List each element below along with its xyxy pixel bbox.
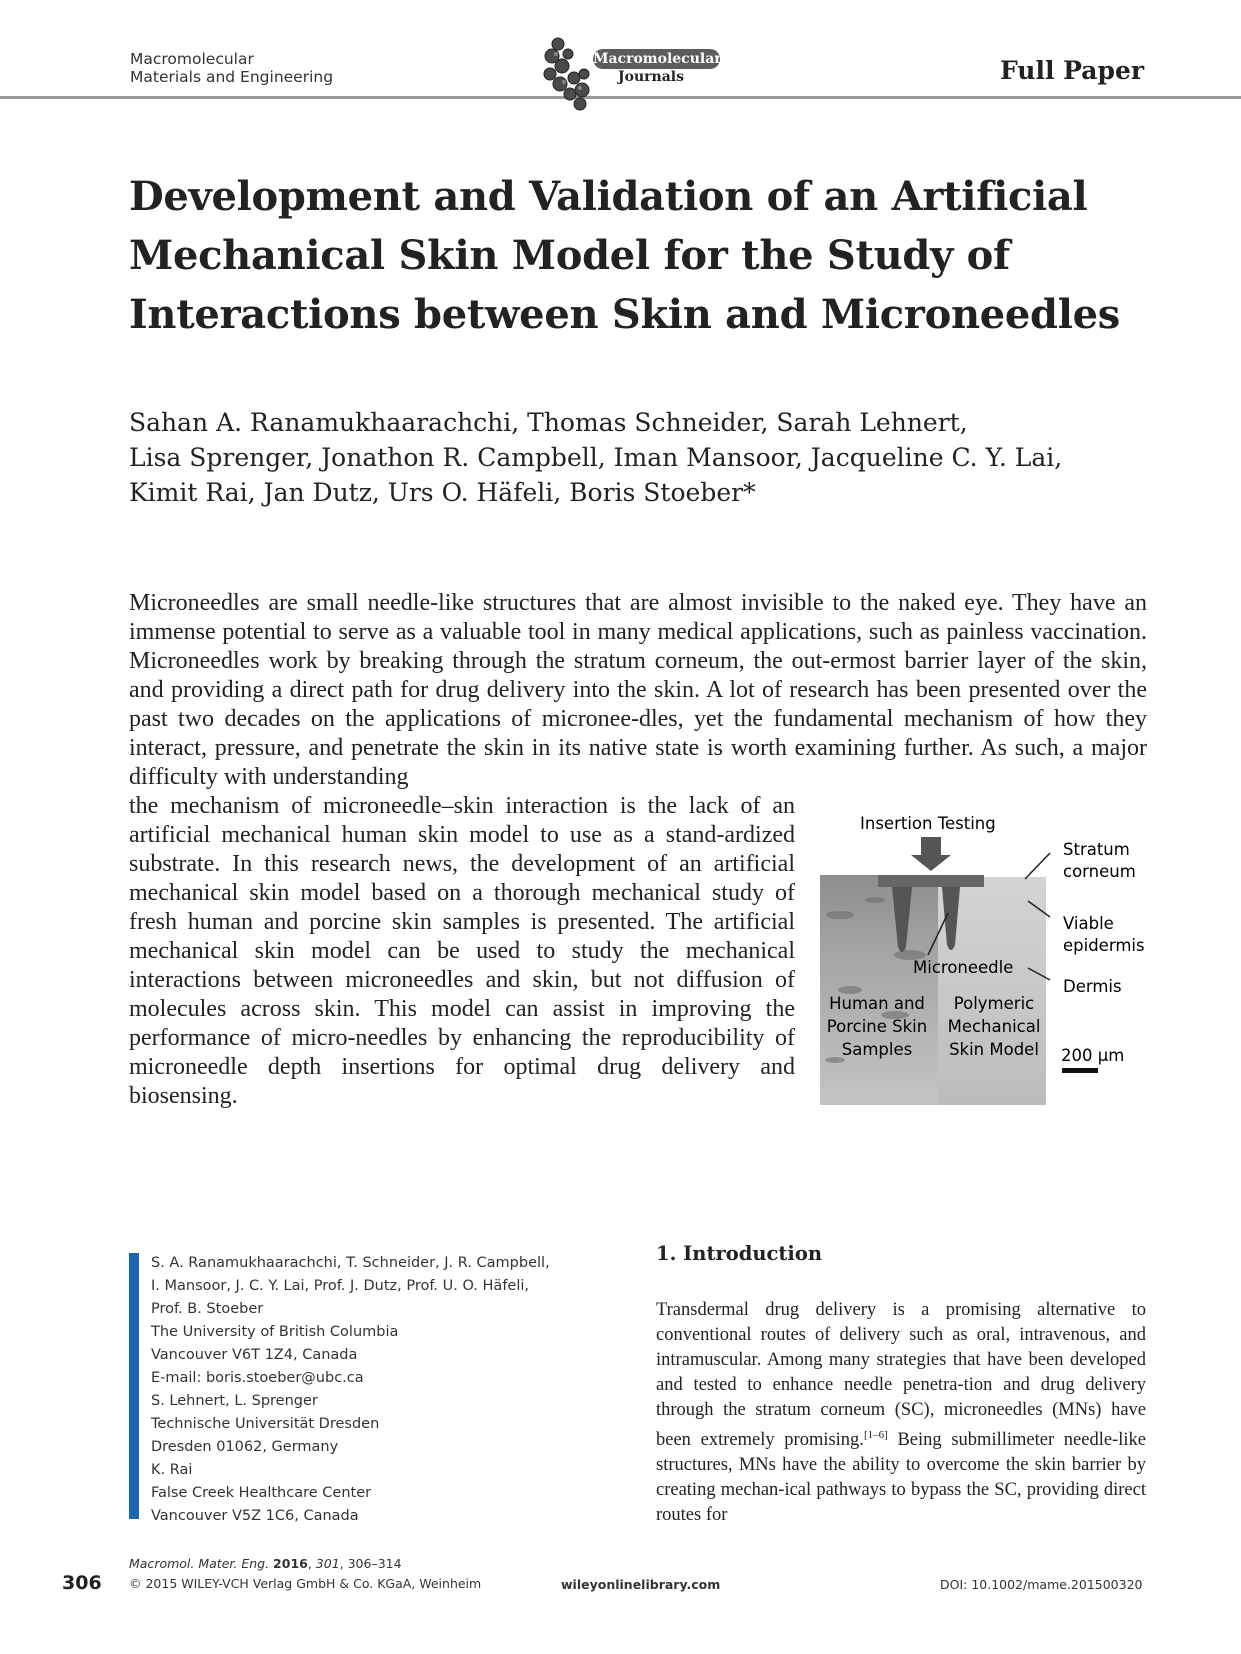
affiliations [151, 1252, 571, 1528]
intro-text-continued: Being submillimeter needle-like structures, MNs have the ability to overcome the skin barrier by creating mechan-ical pathways to bypass the SC, providing direct routes for [656, 1430, 1146, 1526]
journal-name-line2: Materials and Engineering [130, 68, 334, 86]
stratum-label-line1: Stratum [1063, 840, 1130, 859]
author-list [129, 405, 1149, 510]
abstract-left-column: the mechanism of microneedle–skin interaction is the lack of an artificial mechanical human skin model to use as a stand-ardized substrate. In this research news, the development of an artificial mechanical skin model based on a thorough mechanical study of fresh human and porcine skin samples is presented. The artificial mechanical skin model can be used to study the mechanical interactions between microneedles and skin, but not diffusion of molecules across skin. This model can assist in improving the performance of micro-needles by enhancing the reproducibility of microneedle depth insertions for optimal drug delivery and biosensing. [129, 793, 795, 1109]
affiliation-line: False Creek Healthcare Center [151, 1485, 372, 1501]
doi-link[interactable]: DOI: 10.1002/mame.201500320 [940, 1577, 1143, 1592]
viable-label-line2: epidermis [1063, 936, 1145, 955]
polymeric-label-line1: Polymeric [953, 994, 1035, 1013]
intro-text: Transdermal drug delivery is a promising alternative to conventional routes of delivery such as oral, intravenous, and intramuscular. Among many strategies that have been developed and tested to enhance needle penetra-tion and drug delivery through the stratum corneum (SC), microneedles (MNs) have been extremely promising. [656, 1300, 1146, 1451]
affiliation-line: S. A. Ranamukhaarachchi, T. Schneider, J. R. Campbell, [151, 1255, 550, 1271]
figure-title: Insertion Testing [860, 814, 996, 833]
affiliation-email[interactable]: E-mail: boris.stoeber@ubc.ca [151, 1370, 364, 1386]
stratum-label-line2: corneum [1063, 862, 1136, 881]
article-title [129, 167, 1129, 344]
journal-abbrev: Macromol. Mater. Eng. [129, 1556, 270, 1571]
microneedle-label: Microneedle [913, 958, 1014, 977]
title-line: Development and Validation of an Artificial [129, 173, 1088, 220]
abstract-top: Microneedles are small needle-like structures that are almost invisible to the naked eye. They have an immense potential to serve as a valuable tool in many medical applications, such as painless vaccination. Microneedles work by breaking through the stratum corneum, the out-ermost barrier layer of the skin, and providing a direct path for drug delivery into the skin. A lot of research has been presented over the past two decades on the applications of micronee-dles, yet the fundamental mechanism of how they interact, pressure, and penetrate the skin in its native state is worth examining further. As such, a major difficulty with understanding [129, 590, 1147, 790]
section-label: Full Paper [1000, 56, 1145, 85]
affiliation-line: Technische Universität Dresden [151, 1416, 380, 1432]
copyright: © 2015 WILEY-VCH Verlag GmbH & Co. KGaA, Weinheim [129, 1576, 482, 1591]
polymeric-label-line3: Skin Model [949, 1040, 1039, 1059]
dermis-label: Dermis [1063, 977, 1122, 996]
citation [129, 1554, 481, 1594]
affiliation-line: S. Lehnert, L. Sprenger [151, 1393, 318, 1409]
reference-link[interactable]: [1–6] [863, 1429, 888, 1441]
scale-bar [1062, 1068, 1098, 1073]
citation-line: Macromol. Mater. Eng. 2016, 301, 306–314 [129, 1556, 402, 1571]
microneedle-plate [878, 875, 984, 887]
viable-label-line1: Viable [1063, 914, 1114, 933]
human-skin-label-line1: Human and [829, 994, 925, 1013]
journal-name-line1: Macromolecular [130, 50, 254, 68]
scale-bar-label: 200 µm [1061, 1046, 1125, 1065]
human-skin-label-line3: Samples [841, 1040, 913, 1059]
journal-logo-badge: Macromolecular [593, 51, 722, 67]
affiliation-line: The University of British Columbia [151, 1324, 399, 1340]
affiliation-accent-bar [129, 1253, 139, 1519]
graphical-abstract-figure [820, 805, 1150, 1105]
affiliation-line: K. Rai [151, 1462, 193, 1478]
human-skin-label-line2: Porcine Skin [826, 1017, 928, 1036]
title-line: Mechanical Skin Model for the Study of [129, 232, 1010, 279]
author-line: Sahan A. Ranamukhaarachchi, Thomas Schneider, Sarah Lehnert, [129, 408, 968, 437]
journal-name [130, 50, 333, 86]
page-number: 306 [62, 1572, 102, 1594]
introduction-body [656, 1298, 1146, 1528]
polymeric-label-line2: Mechanical [947, 1017, 1041, 1036]
website-link[interactable]: wileyonlinelibrary.com [561, 1577, 721, 1592]
author-line: Kimit Rai, Jan Dutz, Urs O. Häfeli, Boris Stoeber* [129, 478, 756, 507]
author-line: Lisa Sprenger, Jonathon R. Campbell, Iman Mansoor, Jacqueline C. Y. Lai, [129, 443, 1063, 472]
citation-volume: 301 [315, 1556, 340, 1571]
affiliation-line: Dresden 01062, Germany [151, 1439, 339, 1455]
affiliation-line: Vancouver V6T 1Z4, Canada [151, 1347, 358, 1363]
human-skin-panel [820, 875, 938, 1105]
citation-year: 2016 [273, 1556, 308, 1571]
introduction-heading: 1. Introduction [656, 1242, 823, 1265]
affiliation-line: Vancouver V5Z 1C6, Canada [151, 1508, 359, 1524]
affiliation-line: I. Mansoor, J. C. Y. Lai, Prof. J. Dutz, Prof. U. O. Häfeli, [151, 1278, 530, 1294]
citation-pages: , 306–314 [339, 1556, 402, 1571]
title-line: Interactions between Skin and Microneedles [129, 291, 1120, 338]
insertion-arrow-icon [911, 837, 951, 871]
affiliation-line: Prof. B. Stoeber [151, 1301, 264, 1317]
journal-logo-subtitle: Journals [618, 69, 684, 85]
